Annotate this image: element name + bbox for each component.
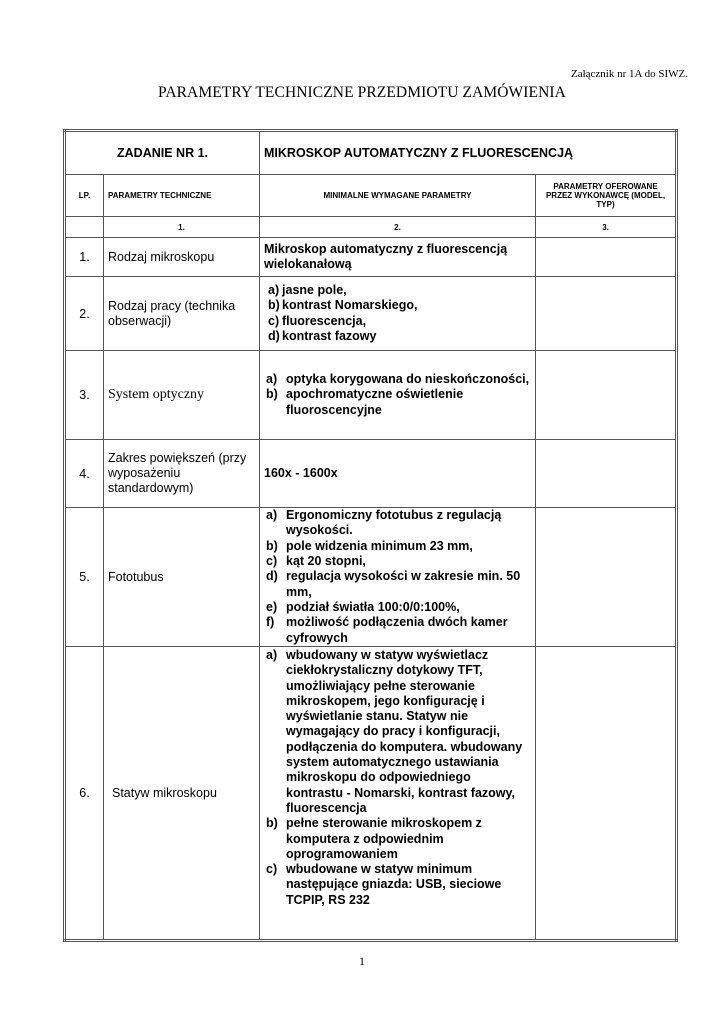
offered-value-cell[interactable]	[536, 277, 677, 351]
col-min-header: MINIMALNE WYMAGANE PARAMETRY	[260, 175, 536, 217]
table-row	[65, 238, 677, 277]
list-item: e) podział światła 100:0/0:100%,	[266, 599, 460, 614]
row-number: 5.	[65, 508, 104, 647]
list-item: c) fluorescencja,	[268, 313, 367, 328]
column-number-row	[65, 217, 677, 238]
row-parameter-name: Fototubus	[104, 508, 260, 647]
attachment-label: Załącznik nr 1A do SIWZ.	[571, 68, 688, 80]
row-parameter-name: Statyw mikroskopu	[104, 647, 260, 941]
list-item: a) Ergonomiczny fototubus z regulacją wysokości.	[266, 508, 502, 538]
col-number-3: 3.	[536, 217, 677, 238]
list-item: c) kąt 20 stopni,	[266, 554, 366, 569]
row-requirement: 160x - 1600x	[260, 440, 536, 508]
list-item: f) możliwość podłączenia dwóch kamer cyfrowych	[266, 615, 508, 645]
list-item: a) wbudowany w statyw wyświetlacz ciekłokrystaliczny dotykowy TFT, umożliwiający pełne sterowanie mikroskopem, jego konfigurację i wyświetlanie stanu. Statyw nie wymagający do pracy i konfiguracji, podłączenia do komputera. wbudowany system automatycznego ustawiania mikroskopu do odpowiedniego kontrastu - Nomarski, kontrast fazowy, fluorescencja	[266, 648, 523, 815]
row-requirement	[260, 647, 536, 941]
list-item: b) kontrast Nomarskiego,	[268, 298, 418, 313]
row-number: 3.	[65, 351, 104, 440]
offered-value-cell[interactable]	[536, 351, 677, 440]
offered-value-cell[interactable]	[536, 238, 677, 277]
table-row	[65, 508, 677, 647]
row-number: 1.	[65, 238, 104, 277]
list-item: a) jasne pole,	[268, 282, 347, 297]
col-number-blank	[65, 217, 104, 238]
task-label: ZADANIE NR 1.	[65, 131, 260, 175]
task-title: MIKROSKOP AUTOMATYCZNY Z FLUORESCENCJĄ	[260, 131, 677, 175]
task-header-row	[65, 131, 677, 175]
row-parameter-name: System optyczny	[104, 351, 260, 440]
row-number: 4.	[65, 440, 104, 508]
list-item: d) regulacja wysokości w zakresie min. 50 mm,	[266, 569, 521, 599]
table-row	[65, 647, 677, 941]
row-requirement	[260, 351, 536, 440]
list-item: a) optyka korygowana do nieskończoności,	[266, 372, 530, 387]
column-header-row	[65, 175, 677, 217]
row-requirement: Mikroskop automatyczny z fluorescencją wielokanałową	[260, 238, 536, 277]
table-row	[65, 351, 677, 440]
col-params-header: PARAMETRY TECHNICZNE	[104, 175, 260, 217]
table-row	[65, 277, 677, 351]
row-parameter-name: Rodzaj mikroskopu	[104, 238, 260, 277]
row-parameter-name: Zakres powiększeń (przy wyposażeniu standardowym)	[104, 440, 260, 508]
row-number: 6.	[65, 647, 104, 941]
row-number: 2.	[65, 277, 104, 351]
col-number-2: 2.	[260, 217, 536, 238]
col-offered-header: PARAMETRY OFEROWANE PRZEZ WYKONAWCĘ (MODEL, TYP)	[536, 175, 677, 217]
offered-value-cell[interactable]	[536, 508, 677, 647]
list-item: b) apochromatyczne oświetlenie fluoroscencyjne	[266, 387, 464, 417]
offered-value-cell[interactable]	[536, 647, 677, 941]
table-row	[65, 440, 677, 508]
page-number: 1	[359, 954, 365, 968]
row-parameter-name: Rodzaj pracy (technika obserwacji)	[104, 277, 260, 351]
col-number-1: 1.	[104, 217, 260, 238]
list-item: b) pole widzenia minimum 23 mm,	[266, 538, 473, 553]
row-requirement	[260, 508, 536, 647]
offered-value-cell[interactable]	[536, 440, 677, 508]
spec-table	[63, 129, 678, 942]
row-requirement	[260, 277, 536, 351]
col-lp-header: LP.	[65, 175, 104, 217]
list-item: c) wbudowane w statyw minimum następujące gniazda: USB, sieciowe TCPIP, RS 232	[266, 862, 502, 907]
list-item: b) pełne sterowanie mikroskopem z komputera z odpowiednim oprogramowaniem	[266, 816, 482, 861]
list-item: d) kontrast fazowy	[268, 328, 377, 343]
page-title: PARAMETRY TECHNICZNE PRZEDMIOTU ZAMÓWIENIA	[158, 84, 566, 101]
